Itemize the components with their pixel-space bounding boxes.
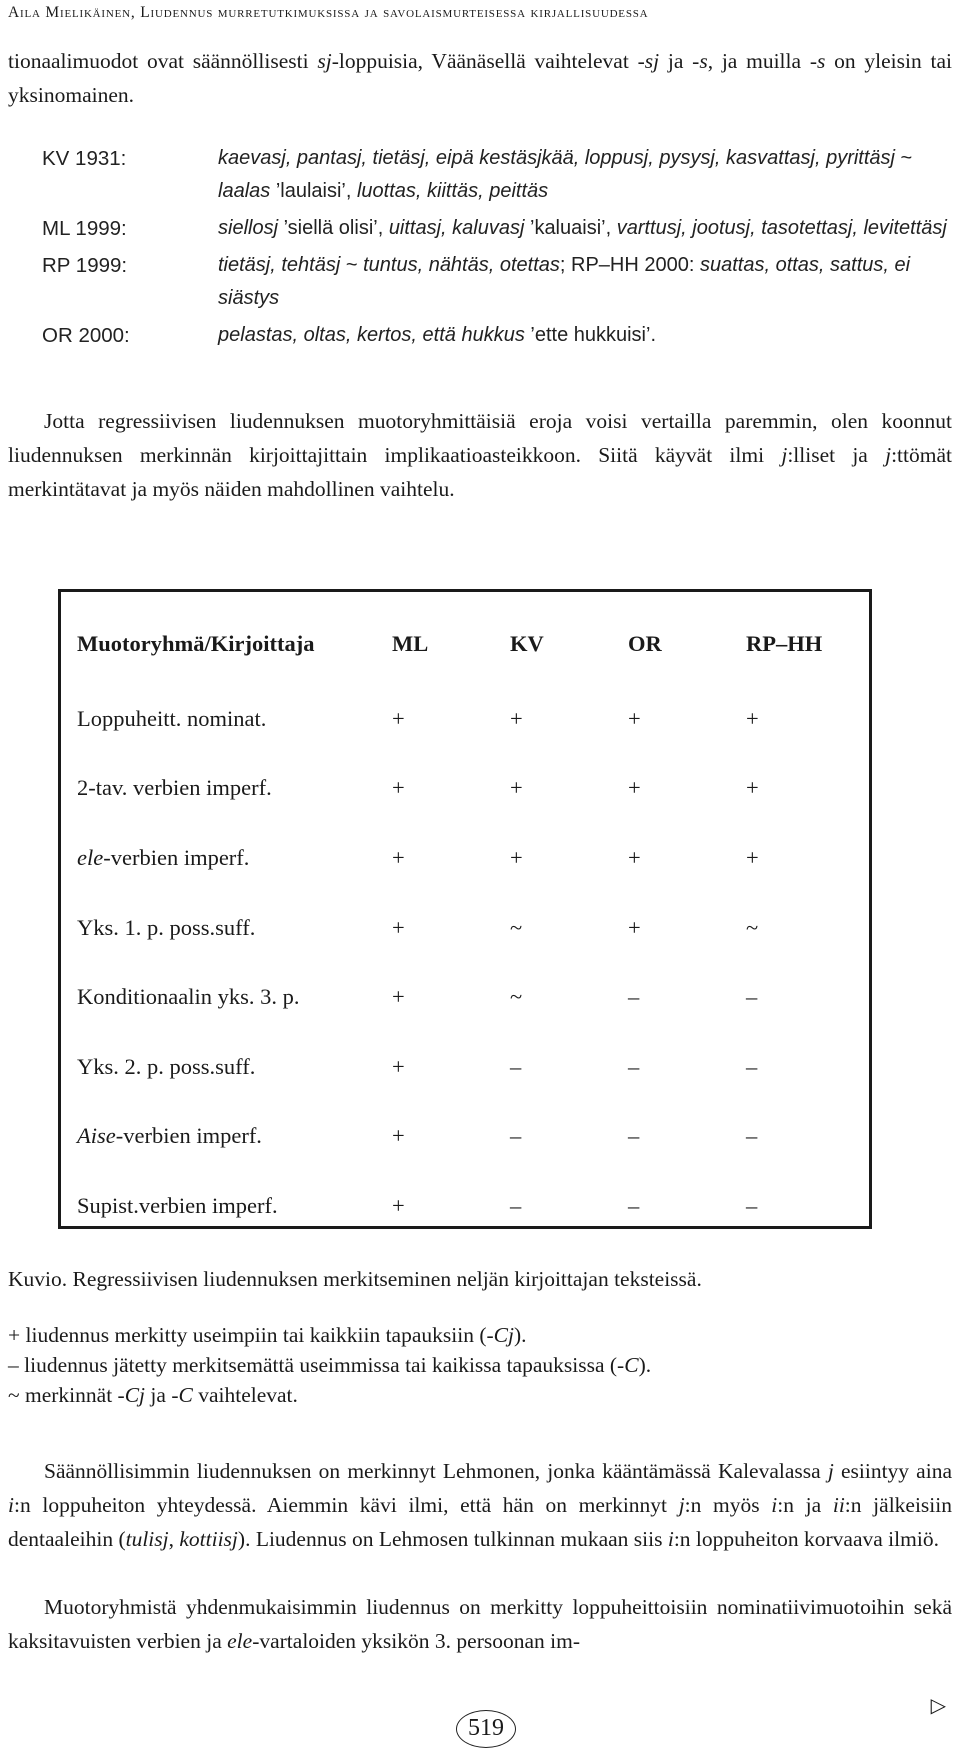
cell-value: – <box>510 1053 522 1079</box>
cell-value: – <box>628 1192 640 1218</box>
table-row <box>77 1102 857 1172</box>
table-row <box>77 1032 857 1102</box>
cell-value: + <box>392 844 405 870</box>
cell-value: ~ <box>746 914 759 940</box>
cell-value: + <box>746 705 759 731</box>
row-label: Supist.verbien imperf. <box>77 1192 278 1218</box>
row-label: Aise-verbien imperf. <box>77 1123 262 1149</box>
example-label: KV 1931: <box>42 147 127 170</box>
example-row <box>30 212 952 245</box>
running-head: Aila Mielikäinen, Liudennus murretutkimuksissa ja savolaismurteisessa kirjallisuudessa <box>8 4 649 21</box>
example-text: tietäsj, tehtäsj ~ tuntus, nähtäs, otettas; RP–HH 2000: suattas, ottas, sattus, ei siästys <box>218 254 911 309</box>
cell-value: – <box>510 1123 522 1149</box>
cell-value: + <box>628 775 641 801</box>
example-label: RP 1999: <box>42 254 128 277</box>
cell-value: – <box>628 1053 640 1079</box>
table-row <box>77 962 857 1032</box>
cell-value: – <box>510 1192 522 1218</box>
cell-value: ~ <box>510 984 523 1010</box>
column-header: ML <box>392 631 429 656</box>
cell-value: + <box>392 705 405 731</box>
implication-table <box>77 604 857 1241</box>
cell-value: – <box>746 1192 758 1218</box>
row-label: Yks. 2. p. poss.suff. <box>77 1053 256 1079</box>
figure-legend <box>8 1320 952 1410</box>
example-row <box>30 319 952 352</box>
figure-caption: Kuvio. Regressiivisen liudennuksen merkitseminen neljän kirjoittajan teksteissä. <box>8 1267 702 1291</box>
example-text: pelastas, oltas, kertos, että hukkus ’ette hukkuisi’. <box>218 324 656 346</box>
cell-value: + <box>510 775 523 801</box>
cell-value: + <box>628 914 641 940</box>
row-label: Loppuheitt. nominat. <box>77 705 267 731</box>
cell-value: – <box>746 1123 758 1149</box>
table-header-row <box>77 604 857 684</box>
column-header: RP–HH <box>746 631 823 656</box>
cell-value: – <box>628 984 640 1010</box>
cell-value: + <box>392 1053 405 1079</box>
cell-value: ~ <box>510 914 523 940</box>
example-text: kaevasj, pantasj, tietäsj, eipä kestäsjkää, loppusj, pysysj, kasvattasj, pyrittäsj ~ laalas ’laulaisi’, luottas, kiittäs, peittäs <box>218 147 913 202</box>
column-header: Muotoryhmä/Kirjoittaja <box>77 631 315 656</box>
intro-paragraph: tionaalimuodot ovat säännöllisesti sj-loppuisia, Väänäsellä vaihtelevat -sj ja -s, ja muilla -s on yleisin tai yksinomainen. <box>8 49 952 107</box>
cell-value: – <box>746 984 758 1010</box>
cell-value: – <box>628 1123 640 1149</box>
example-text: siellosj ’siellä olisi’, uittasj, kaluvasj ’kaluaisi’, varttusj, jootusj, tasotettasj, levitettäsj <box>218 217 947 239</box>
cell-value: + <box>392 914 405 940</box>
page-number: 519 <box>456 1710 516 1748</box>
paragraph-lehmonen: Säännöllisimmin liudennuksen on merkinnyt Lehmonen, jonka kääntämässä Kalevalassa j esiintyy aina i:n loppuheiton yhteydessä. Aiemmin kävi ilmi, että hän on merkinnyt j:n myös i:n ja ii:n jälkeisiin dentaaleihin (tulisj, kottiisj). Liudennus on Lehmosen tulkinnan mukaan siis i:n loppuheiton korvaava ilmiö. <box>8 1459 952 1551</box>
row-label: Yks. 1. p. poss.suff. <box>77 914 256 940</box>
table-row <box>77 754 857 824</box>
paragraph-implication-scale: Jotta regressiivisen liudennuksen muotoryhmittäisiä eroja voisi vertailla paremmin, olen koonnut liudennuksen merkinnän kirjoittajittain implikaatioasteikkoon. Siitä käyvät ilmi j:lliset ja j:ttömät merkintätavat ja myös näiden mahdollinen vaihtelu. <box>8 409 952 501</box>
table-row <box>77 684 857 754</box>
table-row <box>77 893 857 963</box>
example-label: OR 2000: <box>42 324 130 347</box>
cell-value: + <box>392 984 405 1010</box>
cell-value: – <box>746 1053 758 1079</box>
cell-value: + <box>392 775 405 801</box>
row-label: ele-verbien imperf. <box>77 844 250 870</box>
row-label: 2-tav. verbien imperf. <box>77 775 272 801</box>
implication-scale-figure <box>58 589 872 1229</box>
cell-value: + <box>510 844 523 870</box>
example-list <box>30 142 952 356</box>
cell-value: + <box>392 1123 405 1149</box>
table-row <box>77 823 857 893</box>
cell-value: + <box>628 844 641 870</box>
cell-value: + <box>628 705 641 731</box>
example-label: ML 1999: <box>42 217 127 240</box>
column-header: OR <box>628 631 662 656</box>
cell-value: + <box>510 705 523 731</box>
example-row <box>30 249 952 315</box>
legend-item-tilde: ~ merkinnät -Cj ja -C vaihtelevat. <box>8 1383 298 1407</box>
table-body <box>77 684 857 1241</box>
paragraph-form-groups: Muotoryhmistä yhdenmukaisimmin liudennus on merkitty loppuheittoisiin nominatiivimuotoihin sekä kaksitavuisten verbien ja ele-vartaloiden yksikön 3. persoonan im- <box>8 1595 952 1653</box>
legend-item-minus: – liudennus jätetty merkitsemättä useimmissa tai kaikissa tapauksissa (-C). <box>8 1353 652 1377</box>
continue-arrow-icon: ▷ <box>930 1693 946 1717</box>
table-row <box>77 1171 857 1241</box>
cell-value: + <box>746 775 759 801</box>
example-row <box>30 142 952 208</box>
row-label: Konditionaalin yks. 3. p. <box>77 984 300 1010</box>
column-header: KV <box>510 631 544 656</box>
cell-value: + <box>392 1192 405 1218</box>
cell-value: + <box>746 844 759 870</box>
legend-item-plus: + liudennus merkitty useimpiin tai kaikkiin tapauksiin (-Cj). <box>8 1323 527 1347</box>
